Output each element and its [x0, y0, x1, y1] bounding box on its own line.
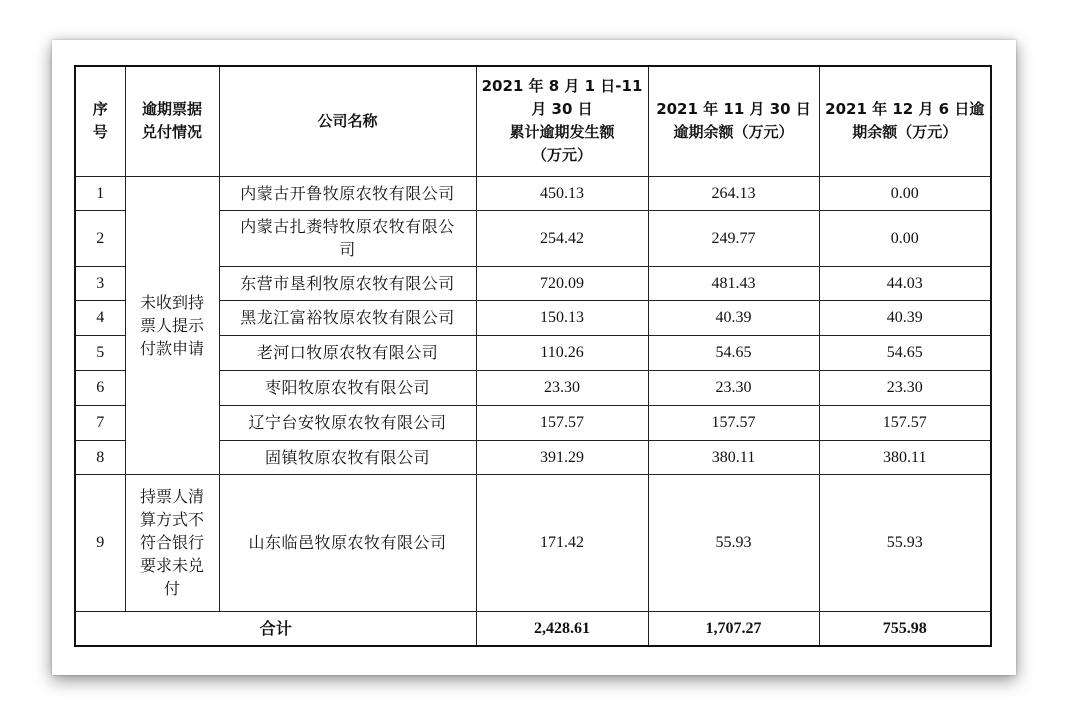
row-seq: 9	[75, 474, 125, 611]
row-company-line: 司	[339, 240, 356, 259]
header-col2-line: 逾期余额（万元）	[673, 123, 794, 142]
row-seq: 2	[75, 210, 125, 266]
header-col1-line: 累计逾期发生额	[509, 123, 615, 142]
row-cumulative: 450.13	[476, 176, 648, 210]
row-seq: 8	[75, 440, 125, 474]
group-not-received	[125, 176, 219, 474]
row-cumulative: 110.26	[476, 335, 648, 370]
row-balance-dec6: 40.39	[819, 300, 991, 335]
table-row	[75, 176, 991, 210]
row-seq: 1	[75, 176, 125, 210]
row-balance-nov30: 264.13	[648, 176, 819, 210]
row-cumulative: 23.30	[476, 370, 648, 405]
row-seq: 6	[75, 370, 125, 405]
row-balance-nov30: 23.30	[648, 370, 819, 405]
header-cumulative-overdue	[476, 66, 648, 176]
header-seq-line: 号	[92, 123, 108, 142]
table-row	[75, 474, 991, 611]
group-label-line: 算方式不	[139, 510, 204, 529]
row-cumulative: 157.57	[476, 405, 648, 440]
header-balance-nov30	[648, 66, 819, 176]
document-page	[52, 40, 1016, 675]
total-balance-nov30: 1,707.27	[648, 611, 819, 646]
row-seq: 5	[75, 335, 125, 370]
total-balance-dec6: 755.98	[819, 611, 991, 646]
total-row	[75, 611, 991, 646]
group-label-line: 持票人清	[139, 487, 204, 506]
row-company: 东营市垦利牧原农牧有限公司	[219, 266, 476, 300]
row-company: 固镇牧原农牧有限公司	[219, 440, 476, 474]
row-balance-dec6: 0.00	[819, 210, 991, 266]
row-balance-dec6: 54.65	[819, 335, 991, 370]
row-cumulative: 171.42	[476, 474, 648, 611]
row-company: 老河口牧原农牧有限公司	[219, 335, 476, 370]
row-company: 枣阳牧原农牧有限公司	[219, 370, 476, 405]
row-balance-dec6: 44.03	[819, 266, 991, 300]
header-col3-line: 期余额（万元）	[852, 123, 958, 142]
header-col1-line: （万元）	[531, 146, 592, 165]
overdue-bills-table	[74, 65, 992, 647]
row-cumulative: 254.42	[476, 210, 648, 266]
row-cumulative: 150.13	[476, 300, 648, 335]
header-col3-line: 2021 年 12 月 6 日逾	[825, 100, 985, 119]
header-col1-line: 2021 年 8 月 1 日-11	[481, 77, 643, 96]
header-status	[125, 66, 219, 176]
row-seq: 3	[75, 266, 125, 300]
row-balance-nov30: 40.39	[648, 300, 819, 335]
row-balance-nov30: 157.57	[648, 405, 819, 440]
group-label-line: 付款申请	[139, 338, 204, 358]
row-company: 山东临邑牧原农牧有限公司	[219, 474, 476, 611]
group-label-line: 付	[163, 579, 180, 598]
row-balance-nov30: 380.11	[648, 440, 819, 474]
row-balance-nov30: 55.93	[648, 474, 819, 611]
row-balance-dec6: 157.57	[819, 405, 991, 440]
row-balance-dec6: 55.93	[819, 474, 991, 611]
header-status-line: 兑付情况	[141, 123, 202, 142]
group-label-line: 要求未兑	[139, 556, 204, 575]
row-balance-nov30: 54.65	[648, 335, 819, 370]
row-balance-nov30: 481.43	[648, 266, 819, 300]
row-company: 内蒙古开鲁牧原农牧有限公司	[219, 176, 476, 210]
group-label-line: 未收到持	[139, 292, 204, 312]
row-balance-dec6: 23.30	[819, 370, 991, 405]
total-cumulative: 2,428.61	[476, 611, 648, 646]
row-seq: 7	[75, 405, 125, 440]
header-company: 公司名称	[219, 66, 476, 176]
header-col2-line: 2021 年 11 月 30 日	[656, 100, 811, 119]
header-col1-line: 月 30 日	[531, 100, 593, 119]
header-status-line: 逾期票据	[141, 100, 202, 119]
group-label-line: 票人提示	[139, 315, 204, 335]
row-balance-dec6: 0.00	[819, 176, 991, 210]
row-company: 辽宁台安牧原农牧有限公司	[219, 405, 476, 440]
group-label-line: 符合银行	[139, 533, 204, 552]
row-company	[219, 210, 476, 266]
header-seq-line: 序	[92, 100, 108, 119]
row-company: 黑龙江富裕牧原农牧有限公司	[219, 300, 476, 335]
header-seq	[75, 66, 125, 176]
header-row	[75, 66, 991, 176]
total-label: 合计	[75, 611, 476, 646]
row-balance-dec6: 380.11	[819, 440, 991, 474]
row-balance-nov30: 249.77	[648, 210, 819, 266]
header-balance-dec6	[819, 66, 991, 176]
row-cumulative: 720.09	[476, 266, 648, 300]
row-seq: 4	[75, 300, 125, 335]
row-company-line: 内蒙古扎赉特牧原农牧有限公	[240, 217, 455, 236]
row-cumulative: 391.29	[476, 440, 648, 474]
group-not-compliant	[125, 474, 219, 611]
